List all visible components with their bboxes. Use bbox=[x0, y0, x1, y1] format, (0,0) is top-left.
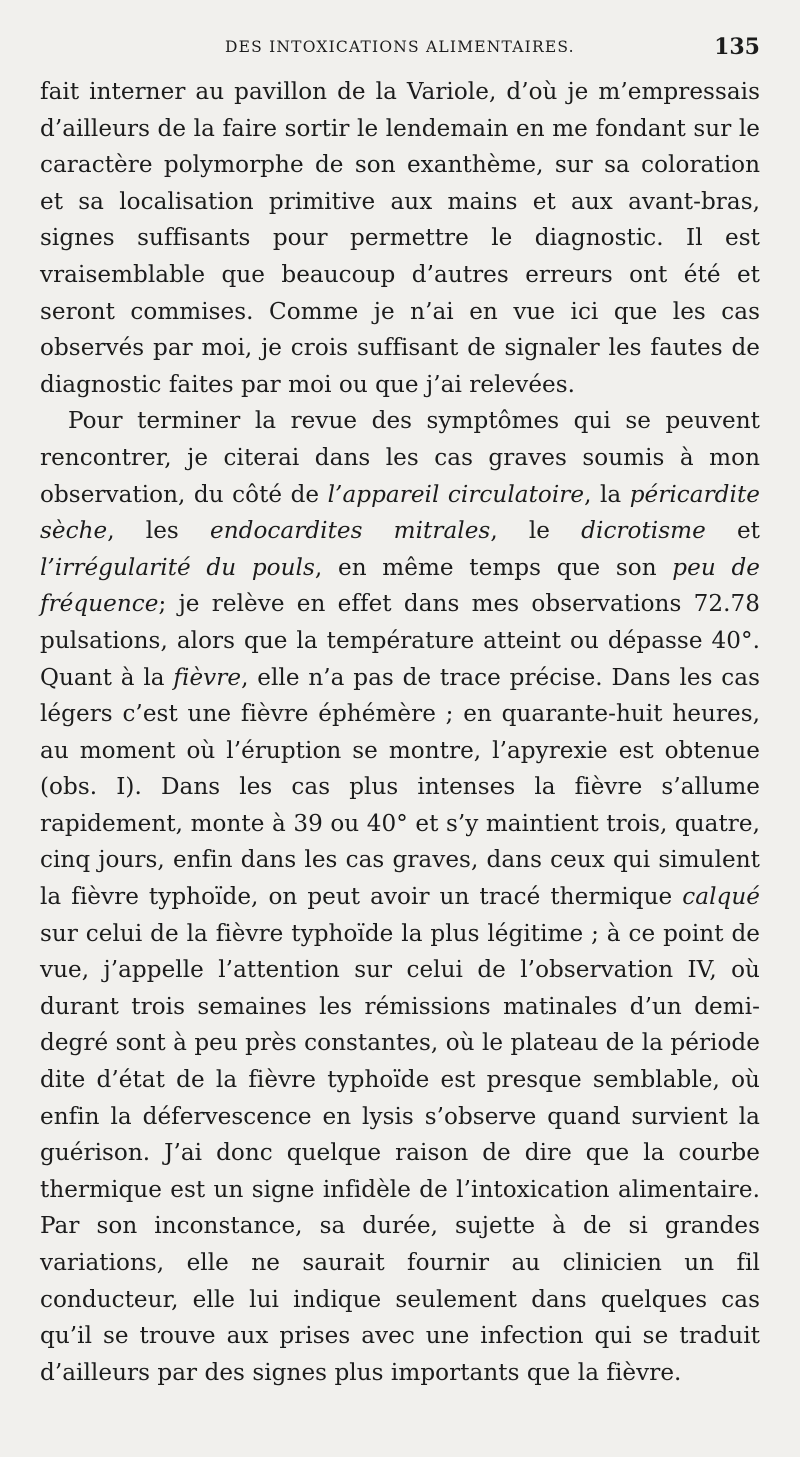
italic-term: péricardite sèche bbox=[40, 481, 760, 545]
text-run: , elle n’a pas de trace précise. Dans les cas légers c’est une fièvre éphémère ; en quarante-huit heures, au moment où l’éruption se montre, l’apyrexie est obtenue (obs. I). Dans les cas plus intenses la fièvre s’allume rapidement, monte à 39 ou 40° et s’y maintient trois, quatre, cinq jours, enfin dans les cas graves, dans ceux qui simulent la fièvre typhoïde, on peut avoir un tracé thermique bbox=[40, 664, 760, 911]
text-run: sur celui de la fièvre typhoïde la plus légitime ; à ce point de vue, j’appelle l’attention sur celui de l’observation IV, où durant trois semaines les rémissions matinales d’un demi-degré sont à peu près constantes, où le plateau de la période dite d’état de la fièvre typhoïde est presque semblable, où enfin la défervescence en lysis s’observe quand survient la guérison. J’ai donc quelque raison de dire que la courbe thermique est un signe infidèle de l’intoxication alimentaire. Par son inconstance, sa durée, sujette à de si grandes variations, elle ne saurait fournir au clinicien un fil conducteur, elle lui indique seulement dans quelques cas qu’il se trouve aux prises avec une infection qui se traduit d’ailleurs par des signes plus importants que la fièvre. bbox=[40, 920, 760, 1386]
paragraph-1: fait interner au pavillon de la Variole, d’où je m’empressais d’ailleurs de la faire sortir le lendemain en me fondant sur le caractère polymorphe de son exanthème, sur sa coloration et sa localisation primitive aux mains et aux avant-bras, signes suffisants pour permettre le diagnostic. Il est vraisemblable que beaucoup d’autres erreurs ont été et seront commises. Comme je n’ai en vue ici que les cas observés par moi, je crois suffisant de signaler les fautes de diagnostic faites par moi ou que j’ai relevées. bbox=[40, 79, 760, 398]
text-run: ; je relève en effet dans mes observations 72.78 pulsations, alors que la température atteint ou dépasse 40°. Quant à la bbox=[40, 591, 760, 691]
italic-term: fièvre bbox=[173, 664, 242, 691]
italic-term: l’appareil circulatoire bbox=[327, 481, 585, 508]
text-run: , en même temps que son bbox=[314, 554, 673, 581]
page-header bbox=[40, 30, 760, 70]
italic-term: calqué bbox=[682, 884, 760, 911]
text-run: , la bbox=[584, 481, 630, 508]
text-run: , les bbox=[107, 518, 210, 545]
italic-term: endocardites mitrales bbox=[209, 518, 491, 545]
italic-term: peu de fréquence bbox=[40, 554, 760, 618]
paragraph-2 bbox=[40, 403, 760, 1391]
italic-term: l’irrégularité du pouls bbox=[40, 554, 315, 581]
body-text bbox=[40, 74, 760, 1391]
text-run: Pour terminer la revue des symptômes qui se peuvent rencontrer, je citerai dans les cas graves soumis à mon observation, du côté de bbox=[40, 408, 760, 508]
text-run: et bbox=[705, 518, 760, 545]
page-number: 135 bbox=[714, 34, 760, 60]
italic-term: dicrotisme bbox=[581, 518, 706, 545]
text-run: , le bbox=[490, 518, 582, 545]
running-title: DES INTOXICATIONS ALIMENTAIRES. bbox=[225, 38, 575, 56]
